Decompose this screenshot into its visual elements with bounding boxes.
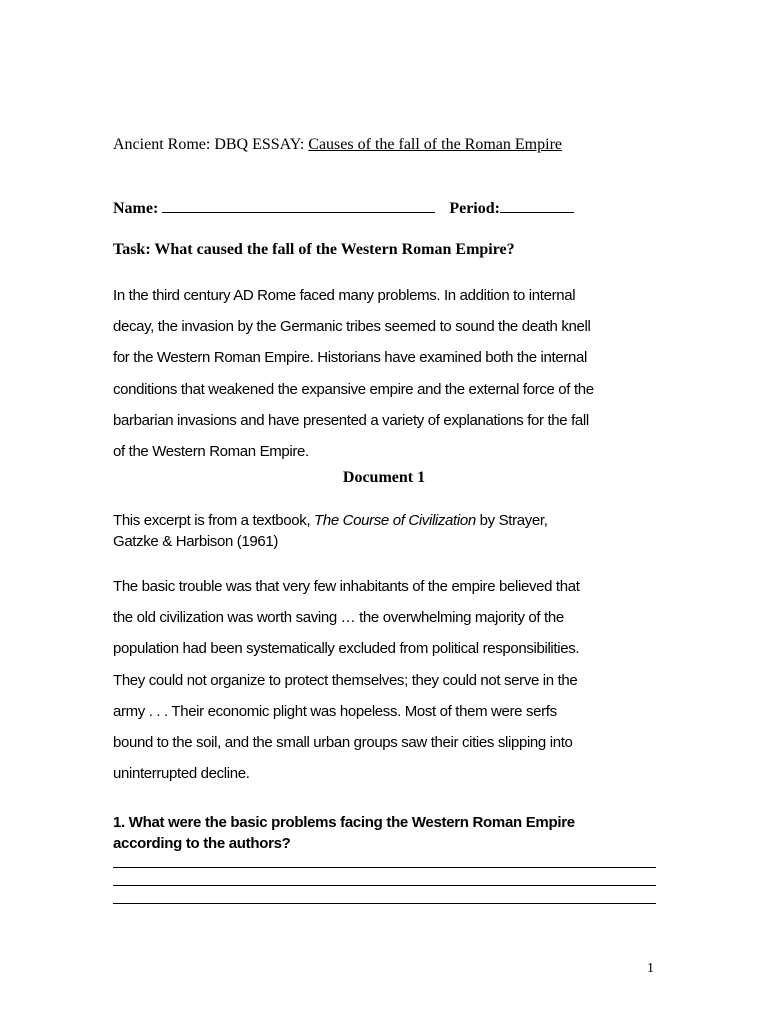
worksheet-title [113, 136, 562, 154]
intro-line: of the Western Roman Empire. [113, 443, 309, 461]
excerpt-line: the old civilization was worth saving … the overwhelming majority of the [113, 609, 564, 627]
period-blank[interactable] [500, 199, 574, 213]
document-excerpt [113, 571, 673, 789]
source-line [113, 510, 673, 531]
student-info-row [113, 199, 574, 218]
answer-line[interactable] [113, 903, 656, 904]
page-number: 1 [647, 961, 654, 976]
task-prompt: Task: What caused the fall of the Western Roman Empire? [113, 241, 515, 258]
question-line: according to the authors? [113, 835, 291, 852]
excerpt-line: They could not organize to protect themselves; they could not serve in the [113, 671, 578, 689]
intro-line: for the Western Roman Empire. Historians have examined both the internal [113, 349, 587, 367]
intro-paragraph [113, 280, 673, 467]
excerpt-line: uninterrupted decline. [113, 765, 250, 783]
intro-line: decay, the invasion by the Germanic tribes seemed to sound the death knell [113, 318, 591, 336]
document-heading: Document 1 [342, 469, 426, 486]
title-prefix: Ancient Rome: DBQ ESSAY: [113, 136, 309, 153]
intro-line: conditions that weakened the expansive empire and the external force of the [113, 380, 594, 398]
source-book-title: The Course of Civilization [314, 512, 476, 529]
question-1 [113, 812, 575, 854]
excerpt-line: bound to the soil, and the small urban groups saw their cities slipping into [113, 734, 573, 752]
intro-line: barbarian invasions and have presented a variety of explanations for the fall [113, 411, 589, 429]
document-source [113, 510, 673, 552]
name-blank[interactable] [162, 199, 435, 213]
intro-line: In the third century AD Rome faced many problems. In addition to internal [113, 287, 576, 304]
answer-line[interactable] [113, 867, 656, 868]
question-line: 1. What were the basic problems facing the Western Roman Empire [113, 814, 575, 831]
source-authors: Gatzke & Harbison (1961) [113, 533, 279, 550]
period-label: Period: [449, 200, 500, 217]
source-prefix: This excerpt is from a textbook, [113, 512, 315, 529]
answer-line[interactable] [113, 885, 656, 886]
title-topic: Causes of the fall of the Roman Empire [308, 136, 562, 153]
excerpt-line: army . . . Their economic plight was hopeless. Most of them were serfs [113, 702, 557, 720]
excerpt-line: The basic trouble was that very few inhabitants of the empire believed that [113, 578, 580, 595]
excerpt-line: population had been systematically excluded from political responsibilities. [113, 640, 580, 658]
source-suffix: by Strayer, [475, 512, 548, 529]
name-label: Name: [113, 200, 163, 217]
